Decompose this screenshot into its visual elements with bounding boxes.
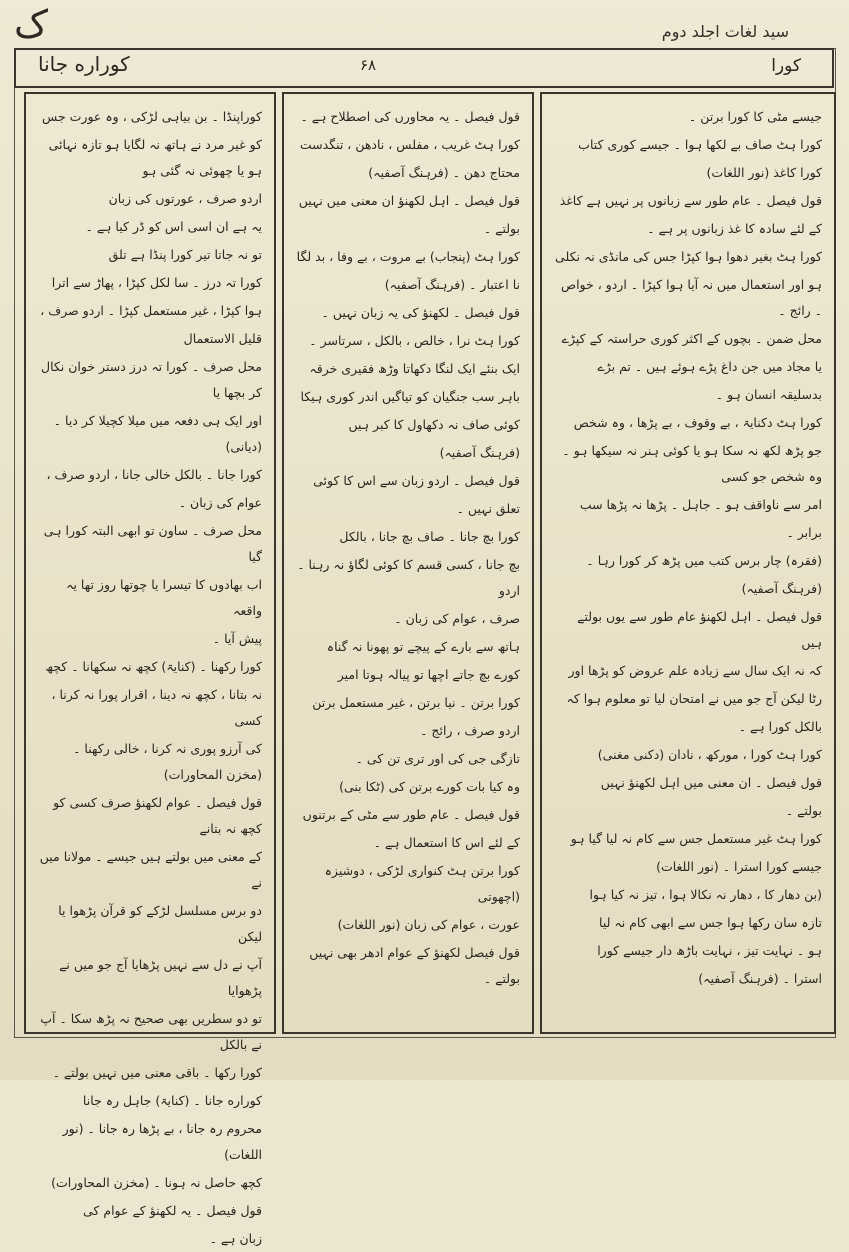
column-line: نہ بتانا ، کچھ نہ دینا ، اقرار پورا نہ کرنا ، کسی [51,687,262,728]
column-line: اردو صرف ، رائج ۔ [420,723,520,738]
column-line: عورت ، عوام کی زبان (نور اللغات) [337,917,520,932]
column-line: ہاتھ سے بارے کے پیچے تو پھونا نہ گناہ [326,639,520,654]
column-line: کورا برتن ۔ نیا برتن ، غیر مستعمل برتن [312,695,520,710]
column-line: بدسلیقہ انسان ہو ۔ [715,387,822,402]
column-line: قول فیصل ۔ یہ محاورں کی اصطلاح ہے ۔ [300,109,520,124]
column-line: (فرہنگ آصفیہ) [741,581,822,596]
column-line: قول فیصل ۔ اہل لکھنؤ عام طور سے یوں بولتے ہیں [577,609,822,650]
column-line: کورا ہٹ غریب ، مفلس ، نادھن ، تنگدست [299,137,520,152]
column-line: تو دو سطریں بھی صحیح نہ پڑھ سکا ۔ آپ نے بالکل [40,1011,262,1052]
column-line: جیسے مٹی کا کورا برتن ۔ [688,109,822,124]
header-right-headword: کورا [771,56,801,76]
column-line: کورا ہٹ بغیر دھوا ہوا کپڑا جس کی مانڈی نہ نکلی [555,249,822,264]
column-line: ہوا کپڑا ، غیر مستعمل کپڑا ۔ اردو صرف ، [40,303,262,318]
middle-column [282,92,534,1034]
column-line: محروم رہ جانا ، بے پڑھا رہ جانا ۔ (نور اللغات) [62,1121,262,1162]
column-line: تازہ سان رکھا ہوا جس سے ابھی کام نہ لیا [599,915,822,930]
column-line: رٹا لیکن آج جو میں نے امتحان لیا تو معلوم ہوا کہ [566,691,822,706]
column-line: قول فیصل ۔ عوام لکھنؤ صرف کسی کو کچھ نہ بتانے [53,795,262,836]
column-line: (فرہنگ آصفیہ) [439,445,520,460]
column-line: ایک بنئے ایک لنگا دکھاتا وڑھ فقیری خرقہ [309,361,520,376]
column-line: قول فیصل ۔ یہ لکھنؤ کے عوام کی [83,1203,262,1218]
column-line: کورا ہٹ دکنایۃ ، بے وقوف ، بے پڑھا ، وہ شخص [573,415,822,430]
column-line: قول فیصل ۔ لکھنؤ کی یہ زبان نہیں ۔ [321,305,520,320]
column-line: کہ نہ ایک سال سے زیادہ علم عروض کو پڑھا اور [568,663,822,678]
column-line: محتاج دھن ۔ (فرہنگ آصفیہ) [368,165,520,180]
column-line: برابر ۔ [786,525,822,540]
column-line: کورا جانا ۔ بالکل خالی جانا ، اردو صرف ، [46,467,262,482]
column-line: کوراپنڈا ۔ بن بیاہی لڑکی ، وہ عورت جس [42,109,262,124]
column-line: قول فیصل لکھنؤ کے عوام ادھر بھی نہیں بولتے ۔ [309,945,520,986]
column-line: محل صرف ۔ کورا تہ درز دستر خوان نکال کر بچھا یا [41,359,262,400]
section-letter: ک [14,2,49,46]
column-line: بولتے ۔ [785,803,822,818]
column-line: پیش آیا ۔ [212,631,262,646]
column-line: اردو صرف ، عورتوں کی زبان [108,191,262,206]
column-line: کورا ہٹ (پنجاب) بے مروت ، بے وفا ، بد لگا [296,249,520,264]
column-line: یا مجاد میں جن داغ پڑے ہوئے ہیں ۔ تم بڑے [597,359,822,374]
column-line: زبان ہے ۔ [209,1231,262,1246]
column-line: وہ کیا بات کورے برتن کی (ٹکا بنی) [339,779,520,794]
column-line: کورا کاغذ (نور اللغات) [706,165,822,180]
column-line: بولتے ۔ [483,221,520,236]
column-line: باہر سب جنگیان کو تیاگیں اندر کوری ہیکا [300,389,520,404]
column-line: یہ ہے ان اسی اس کو ڈر کیا ہے ۔ [85,219,262,234]
header-box [14,48,834,88]
column-line: ہو ۔ نہایت تیز ، نہایت باڑھ دار جیسے کورا [597,943,822,958]
column-line: کورا تہ درز ۔ سا لکل کپڑا ، پھاڑ سے اترا [51,275,262,290]
column-line: قلیل الاستعمال [183,331,262,346]
column-line: کورا رکھنا ۔ (کنایۃ) کچھ نہ سکھانا ۔ کچھ [45,659,262,674]
column-line: اب بھادوں کا تیسرا یا چوتھا روز تھا یہ واقعہ [66,577,262,618]
right-column [540,92,836,1034]
column-line: کو غیر مرد نے ہاتھ نہ لگایا ہو تازہ نہائی ہو یا چھوئی نہ گئی ہو [48,137,262,178]
column-line: کوئی صاف نہ دکھاول کا کبر ہیں [348,417,520,432]
column-line: محل صرف ۔ ساون تو ابھی البتہ کورا ہی گیا [43,523,262,564]
column-line: تعلق نہیں ۔ [456,501,520,516]
column-line: کی آرزو پوری نہ کرنا ، خالی رکھنا ۔ (مخزن المحاورات) [73,741,262,782]
column-line: اور ایک ہی دفعہ میں میلا کچیلا کر دیا ۔ (دیانی) [53,413,262,454]
column-line: قول فیصل ۔ عام طور سے زبانوں پر نہیں ہے کاغذ [559,193,822,208]
column-line: کورے بچ جاتے اچھا تو پیالہ ہوتا امیر [337,667,520,682]
column-line: جو پڑھ لکھ نہ سکا ہو یا کوئی ہنر نہ سیکھا ہو ۔ وہ شخص جو کسی [562,443,822,484]
column-line: آپ نے دل سے نہیں پڑھایا آج جو میں نے پڑھوایا [59,957,262,998]
column-line: کورا ہٹ غیر مستعمل جس سے کام نہ لیا گیا ہو [570,831,822,846]
left-column [24,92,276,1246]
column-line: دو برس مسلسل لڑکے کو قرآن پڑھوا یا لیکن [58,903,262,944]
column-line: کوراره جانا ۔ (کنایۃ) جاہل رہ جانا [82,1093,262,1108]
column-line: استرا ۔ (فرہنگ آصفیہ) [698,971,822,986]
column-line: بچ جانا ، کسی قسم کا کوئی لگاؤ نہ رہنا ۔ اردو [297,557,520,598]
column-line: بالکل کورا ہے ۔ [738,719,822,734]
column-line: کورا ہٹ صاف بے لکھا ہوا ۔ جیسے کوری کتاب [578,137,822,152]
column-line: کے لئے سادہ کا غذ زبانوں پر ہے ۔ [647,221,822,236]
column-line: قول فیصل ۔ اہل لکھنؤ ان معنی میں نہیں [298,193,520,208]
column-line: محل ضمن ۔ بچوں کے اکثر کوری حراستہ کے کپڑے [561,331,822,346]
column-line: کورا ہٹ کورا ، مورکھ ، نادان (دکنی مغنی) [597,747,822,762]
column-line: کے لئے اس کا استعمال ہے ۔ [373,835,520,850]
running-head: سید لغات اجلد دوم [661,22,789,41]
column-line: کورا برتن ہٹ کنواری لڑکی ، دوشیزہ (اچھوتی [324,863,520,904]
column-line: ہو اور استعمال میں نہ آیا ہوا کپڑا ۔ اردو ، خواص ۔ رائج ۔ [560,277,822,318]
column-line: کورا بچ جانا ۔ صاف بچ جانا ، بالکل [339,529,520,544]
column-line: (فقرہ) چار برس کتب میں پڑھ کر کورا رہا ۔ [586,553,822,568]
header-left-headword: کوراره جانا [38,52,130,76]
column-line: کے معنی میں بولتے ہیں جیسے ۔ مولانا میں نے [39,849,262,890]
column-line: قول فیصل ۔ اردو زبان سے اس کا کوئی [313,473,520,488]
column-line: کورا ہٹ نرا ، خالص ، بالکل ، سرتاسر ۔ [309,333,520,348]
column-line: تازگی جی کی اور تری تن کی ۔ [355,751,520,766]
column-line: صرف ، عوام کی زبان ۔ [394,611,520,626]
column-line: (بن دھار کا ، دھار نہ نکالا ہوا ، تیز نہ کیا ہوا [589,887,822,902]
column-line: کورا رکھا ۔ باقی معنی میں نہیں بولتے ۔ [52,1065,262,1080]
column-line: کچھ حاصل نہ ہونا ۔ (مخزن المحاورات) [51,1175,262,1190]
column-line: قول فیصل ۔ ان معنی میں اہل لکھنؤ نہیں [600,775,822,790]
column-line: جیسے کورا استرا ۔ (نور اللغات) [656,859,822,874]
column-line: عوام کی زبان ۔ [178,495,262,510]
page-number: ۶۸ [360,56,377,74]
column-line: نا اعتبار ۔ (فرہنگ آصفیہ) [384,277,520,292]
column-line: قول فیصل ۔ عام طور سے مٹی کے برتنوں [302,807,520,822]
column-line: امر سے ناواقف ہو ۔ جاہل ۔ پڑھا نہ پڑھا سب [579,497,822,512]
column-line: تو نہ جاتا تیر کورا پنڈا ہے تلق [108,247,262,262]
